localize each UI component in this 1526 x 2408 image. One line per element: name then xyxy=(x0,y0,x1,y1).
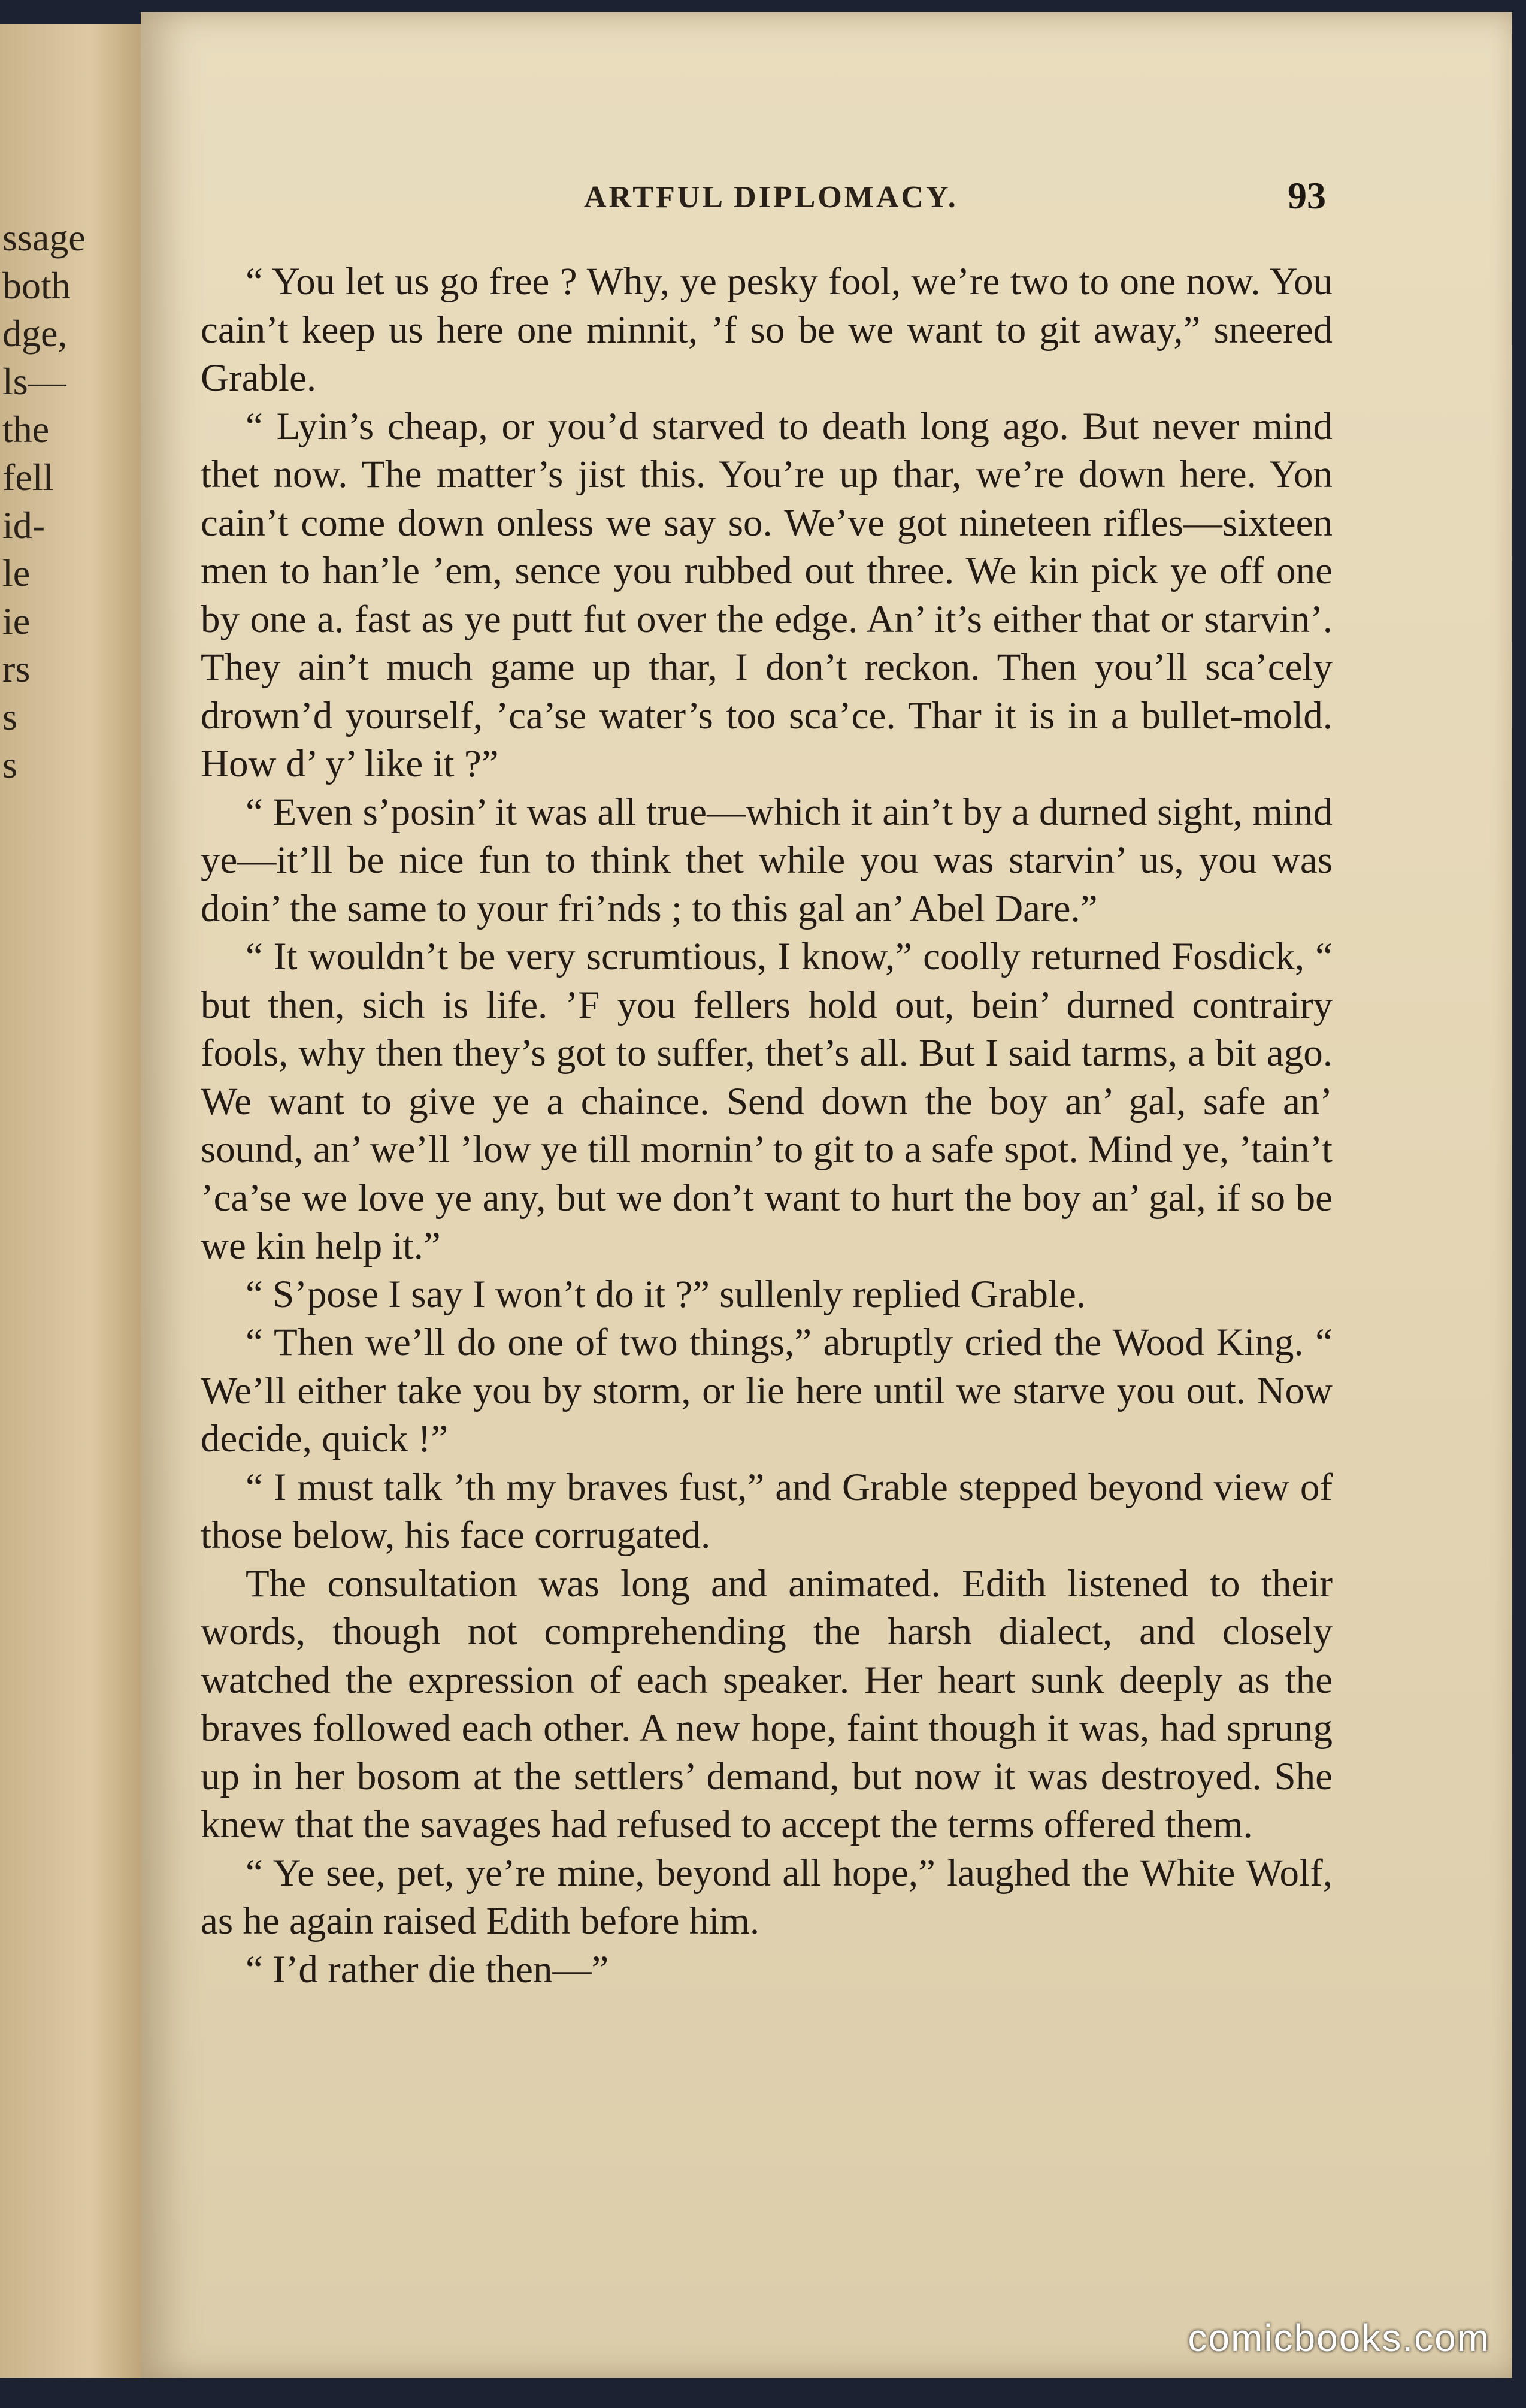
left-page-fragment: ie xyxy=(2,600,31,642)
page-number: 93 xyxy=(1288,174,1326,217)
paragraph: “ I must talk ’th my braves fust,” and Grable stepped beyond view of those below, his face corrugated. xyxy=(201,1465,1333,1557)
left-page-fragment: s xyxy=(2,743,17,786)
left-page-fragment: fell xyxy=(2,456,54,498)
paragraph: “ You let us go free ? Why, ye pesky fool, we’re two to one now. You cain’t keep us here one minnit, ’f so be we want to git away,” sneered Grable. xyxy=(201,260,1333,400)
paragraph: “ Even s’posin’ it was all true—which it ain’t by a durned sight, mind ye—it’ll be nice fun to think thet while you was starvin’ us, you was doin’ the same to your fri’nds ; to this gal an’ Abel Dare.” xyxy=(201,790,1333,930)
paragraph: “ I’d rather die then—” xyxy=(246,1947,609,1991)
left-page-edge xyxy=(0,24,150,2378)
paragraph: “ S’pose I say I won’t do it ?” sullenly replied Grable. xyxy=(246,1272,1086,1316)
left-page-fragment: rs xyxy=(2,648,31,690)
paragraph: “ Ye see, pet, ye’re mine, beyond all hope,” laughed the White Wolf, as he again raised Edith before him. xyxy=(201,1851,1333,1943)
left-page-fragment: both xyxy=(2,264,71,307)
left-page-fragment: dge, xyxy=(2,312,68,355)
paragraph: “ Then we’ll do one of two things,” abruptly cried the Wood King. “ We’ll either take you by storm, or lie here until we starve you out. Now decide, quick !” xyxy=(201,1321,1333,1460)
paragraph: “ Lyin’s cheap, or you’d starved to death long ago. But never mind thet now. The matter’s jist this. You’re up thar, we’re down here. Yon cain’t come down onless we say so. We’ve got nineteen rifles—sixteen men to han’le ’em, sence you rubbed out three. We kin pick ye off one by one a. fast as ye putt fut over the edge. An’ it’s either that or starvin’. They ain’t much game up thar, I don’t reckon. Then you’ll sca’cely drown’d yourself, ’ca’se water’s too sca’ce. Thar it is in a bullet-mold. How d’ y’ like it ?” xyxy=(201,404,1333,785)
body-text xyxy=(201,258,1333,1993)
running-head: ARTFUL DIPLOMACY. xyxy=(584,180,958,214)
paragraph: The consultation was long and animated. Edith listened to their words, though not comprehending the harsh dialect, and closely watched the expression of each speaker. Her heart sunk deeply as the braves followed each other. A new hope, faint though it was, had sprung up in her bosom at the settlers’ demand, but now it was destroyed. She knew that the savages had refused to accept the terms offered them. xyxy=(201,1562,1333,1846)
page-header xyxy=(141,174,1512,222)
paragraph: “ It wouldn’t be very scrumtious, I know,” coolly returned Fosdick, “ but then, sich is life. ’F you fellers hold out, bein’ durned contrairy fools, why then they’s got to suffer, thet’s all. But I said tarms, a bit ago. We want to give ye a chaince. Send down the boy an’ gal, safe an’ sound, an’ we’ll ’low ye till mornin’ to git to a safe spot. Mind ye, ’tain’t ’ca’se we love ye any, but we don’t want to hurt the boy an’ gal, if so be we kin help it.” xyxy=(201,935,1333,1267)
left-page-fragment: the xyxy=(2,408,50,450)
left-page-fragment: id- xyxy=(2,504,46,546)
watermark: comicbooks.com xyxy=(1188,2316,1490,2359)
left-page-fragment: ls— xyxy=(2,360,66,403)
left-page-fragment: s xyxy=(2,695,17,738)
left-page-fragment: le xyxy=(2,552,31,594)
left-page-fragment: ssage xyxy=(2,216,86,259)
book-page xyxy=(141,12,1512,2378)
